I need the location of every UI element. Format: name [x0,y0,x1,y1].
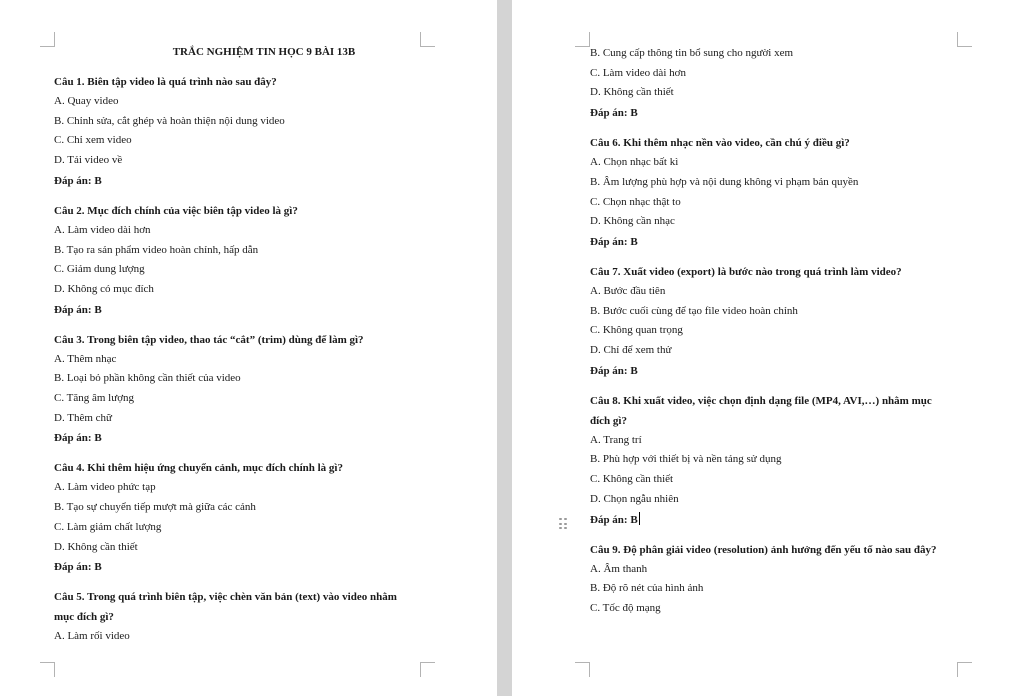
option-a: A. Quay video [54,95,119,107]
crop-mark [40,662,55,677]
answer: Đáp án: B [54,432,102,445]
option-a: A. Âm thanh [590,562,648,575]
option-a: A. Bước đầu tiên [590,284,666,297]
option-c: C. Chỉ xem video [54,134,132,147]
question-title-line-1: Câu 5. Trong quá trình biên tập, việc chèn văn bản (text) vào video nhằm [54,591,397,604]
answer: Đáp án: B [590,107,638,120]
option-a: A. Thêm nhạc [54,352,117,365]
option-b: B. Chỉnh sửa, cắt ghép và hoàn thiện nội dung video [54,114,285,127]
option-c: C. Chọn nhạc thật to [590,195,681,208]
question-title: Câu 3. Trong biên tập video, thao tác “cắt” (trim) dùng để làm gì? [54,333,364,346]
drag-handle-icon[interactable] [559,518,567,530]
option-b: B. Âm lượng phù hợp và nội dung không vi phạm bản quyền [590,175,859,188]
question-title-line-2: đích gì? [590,414,627,427]
option-c: C. Không cần thiết [590,473,674,486]
text-cursor [639,512,640,525]
question-5-continued [590,44,970,123]
question-8 [590,391,970,530]
crop-mark [575,32,590,47]
question-4 [54,458,474,577]
answer: Đáp án: B [590,513,638,526]
question-title: Câu 7. Xuất video (export) là bước nào trong quá trình làm video? [590,265,902,278]
question-3 [54,330,474,449]
option-d: D. Tải video về [54,154,123,167]
option-d: D. Không cần thiết [54,540,138,553]
document-title: TRẮC NGHIỆM TIN HỌC 9 BÀI 13B [172,46,356,58]
option-d: D. Không cần nhạc [590,215,675,228]
question-9 [590,540,970,619]
question-title: Câu 2. Mục đích chính của việc biên tập video là gì? [54,204,298,217]
question-2 [54,201,474,320]
answer: Đáp án: B [54,561,102,574]
option-b: B. Phù hợp với thiết bị và nền tảng sử dụng [590,453,782,466]
crop-mark [575,662,590,677]
answer: Đáp án: B [590,364,638,377]
question-title-line-1: Câu 8. Khi xuất video, việc chọn định dạng file (MP4, AVI,…) nhằm mục [590,394,932,407]
option-d: D. Chỉ để xem thử [590,344,672,357]
question-title: Câu 4. Khi thêm hiệu ứng chuyển cảnh, mục đích chính là gì? [54,462,343,475]
crop-mark [957,662,972,677]
left-page [0,0,497,696]
answer: Đáp án: B [54,174,102,187]
option-c: C. Làm giảm chất lượng [54,520,162,533]
right-page-content[interactable] [590,44,970,619]
question-1 [54,72,474,191]
option-b: B. Cung cấp thông tin bổ sung cho người xem [590,47,794,59]
option-a: A. Làm video dài hơn [54,223,151,236]
option-d: D. Không cần thiết [590,86,674,99]
option-d: D. Thêm chữ [54,411,112,424]
option-d: D. Chọn ngẫu nhiên [590,492,679,505]
question-title: Câu 6. Khi thêm nhạc nền vào video, cần chú ý điều gì? [590,137,850,150]
crop-mark [420,662,435,677]
question-7 [590,262,970,381]
option-b: B. Độ rõ nét của hình ảnh [590,582,704,595]
left-page-content[interactable] [54,42,474,647]
answer: Đáp án: B [54,303,102,316]
option-a: A. Làm rối video [54,630,130,643]
question-title: Câu 9. Độ phân giải video (resolution) ảnh hưởng đến yếu tố nào sau đây? [590,543,937,556]
option-a: A. Chọn nhạc bất kì [590,156,679,169]
option-c: C. Làm video dài hơn [590,66,686,79]
question-5 [54,587,474,647]
answer-line[interactable] [590,510,970,530]
option-c: C. Không quan trọng [590,324,683,337]
answer: Đáp án: B [590,235,638,248]
option-b: B. Tạo ra sản phẩm video hoàn chỉnh, hấp dẫn [54,243,259,256]
page-gutter [497,0,512,696]
option-b: B. Loại bỏ phần không cần thiết của video [54,372,241,385]
option-c: C. Giảm dung lượng [54,263,145,276]
option-a: A. Làm video phức tạp [54,481,156,494]
option-c: C. Tăng âm lượng [54,392,135,405]
question-6 [590,133,970,252]
right-page [512,0,1018,696]
question-title-line-2: mục đích gì? [54,611,114,624]
question-title: Câu 1. Biên tập video là quá trình nào sau đây? [54,76,277,88]
option-c: C. Tốc độ mạng [590,601,661,614]
crop-mark [40,32,55,47]
option-a: A. Trang trí [590,433,642,446]
option-b: B. Tạo sự chuyển tiếp mượt mà giữa các cảnh [54,501,256,514]
option-b: B. Bước cuối cùng để tạo file video hoàn chỉnh [590,304,798,317]
option-d: D. Không có mục đích [54,282,154,295]
